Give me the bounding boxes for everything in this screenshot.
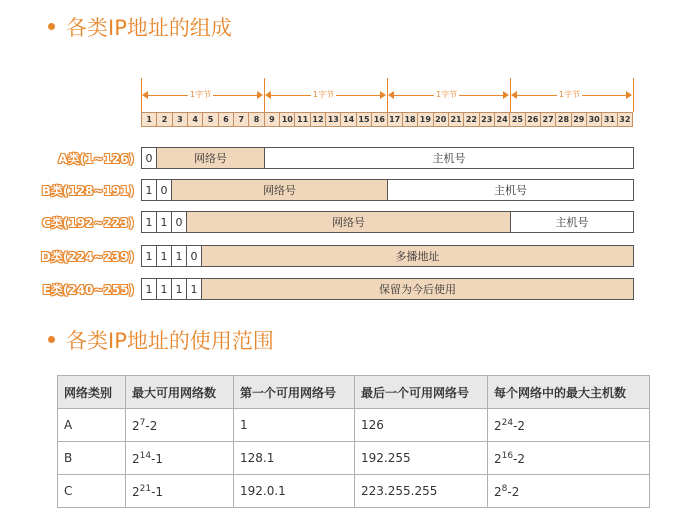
bit-cell: 1 bbox=[142, 279, 157, 299]
first-network-cell: 128.1 bbox=[234, 442, 355, 475]
last-network-cell: 223.255.255 bbox=[355, 475, 488, 508]
power-base: 2 bbox=[132, 484, 140, 499]
class-cell: C bbox=[58, 475, 126, 508]
network-field: 网络号 bbox=[172, 180, 388, 200]
bit-cell: 5 bbox=[203, 113, 218, 126]
power-exponent: 16 bbox=[501, 450, 514, 461]
power-base: 2 bbox=[132, 418, 140, 433]
arrow-right-icon bbox=[257, 91, 263, 99]
power-exponent: 24 bbox=[501, 417, 514, 428]
bullet-dot-icon bbox=[48, 23, 55, 30]
section-title-text: 各类IP地址的组成 bbox=[66, 16, 232, 40]
bit-cell: 27 bbox=[541, 113, 556, 126]
arrow-right-icon bbox=[626, 91, 632, 99]
bit-cell: 26 bbox=[526, 113, 541, 126]
bit-cell: 23 bbox=[480, 113, 495, 126]
bit-cell: 11 bbox=[295, 113, 310, 126]
power-tail: -2 bbox=[513, 418, 526, 433]
table-header-row bbox=[58, 376, 650, 409]
bit-cell: 14 bbox=[341, 113, 356, 126]
bit-cell: 1 bbox=[157, 212, 172, 232]
power-tail: -1 bbox=[151, 484, 164, 499]
power-tail: -2 bbox=[145, 418, 158, 433]
bit-cell: 13 bbox=[326, 113, 341, 126]
class-e-label: E类(240~255) bbox=[42, 283, 134, 297]
bit-cell: 1 bbox=[142, 113, 157, 126]
last-network-cell: 192.255 bbox=[355, 442, 488, 475]
bit-cell: 19 bbox=[418, 113, 433, 126]
bit-cell: 1 bbox=[157, 279, 172, 299]
bit-number-row bbox=[141, 112, 633, 127]
arrow-right-icon bbox=[503, 91, 509, 99]
bit-cell: 30 bbox=[587, 113, 602, 126]
class-b-label: B类(128~191) bbox=[41, 184, 134, 198]
bit-cell: 15 bbox=[357, 113, 372, 126]
host-field: 主机号 bbox=[388, 180, 633, 200]
bit-cell: 2 bbox=[157, 113, 172, 126]
bit-cell: 28 bbox=[556, 113, 571, 126]
bit-cell: 1 bbox=[187, 279, 202, 299]
table-row bbox=[58, 475, 650, 508]
bit-cell: 0 bbox=[187, 246, 202, 266]
bullet-dot-icon bbox=[48, 336, 55, 343]
max-hosts-cell bbox=[488, 475, 650, 508]
bit-cell: 1 bbox=[157, 246, 172, 266]
class-d-row bbox=[141, 245, 634, 267]
bit-cell: 32 bbox=[619, 115, 631, 124]
column-header: 网络类别 bbox=[58, 376, 126, 409]
bit-cell: 29 bbox=[572, 113, 587, 126]
power-base: 2 bbox=[494, 418, 502, 433]
class-b-row bbox=[141, 179, 634, 201]
bit-cell: 1 bbox=[142, 246, 157, 266]
power-base: 2 bbox=[494, 484, 502, 499]
first-network-cell: 192.0.1 bbox=[234, 475, 355, 508]
ip-range-table bbox=[57, 375, 650, 508]
bit-cell: 3 bbox=[173, 113, 188, 126]
power-tail: -1 bbox=[151, 451, 164, 466]
bit-cell: 31 bbox=[602, 113, 617, 126]
byte-label: 1字节 bbox=[559, 90, 581, 99]
byte-label: 1字节 bbox=[436, 90, 458, 99]
host-field: 主机号 bbox=[511, 212, 633, 232]
power-base: 2 bbox=[494, 451, 502, 466]
bit-cell: 20 bbox=[434, 113, 449, 126]
column-header: 第一个可用网络号 bbox=[234, 376, 355, 409]
table-row bbox=[58, 409, 650, 442]
class-c-label: C类(192~223) bbox=[42, 216, 134, 230]
last-network-cell: 126 bbox=[355, 409, 488, 442]
bit-cell: 24 bbox=[495, 113, 510, 126]
power-tail: -2 bbox=[507, 484, 520, 499]
bit-cell: 7 bbox=[234, 113, 249, 126]
network-field: 网络号 bbox=[187, 212, 511, 232]
section-title-ranges bbox=[48, 325, 274, 355]
bit-cell: 16 bbox=[372, 113, 387, 126]
power-exponent: 7 bbox=[139, 417, 146, 428]
class-a-label: A类(1~126) bbox=[58, 152, 134, 166]
bit-cell: 8 bbox=[249, 113, 264, 126]
bit-cell: 1 bbox=[142, 180, 157, 200]
section-title-composition bbox=[48, 12, 232, 42]
bit-cell: 0 bbox=[172, 212, 187, 232]
table-row bbox=[58, 442, 650, 475]
bit-cell: 17 bbox=[388, 113, 403, 126]
class-cell: B bbox=[58, 442, 126, 475]
arrow-right-icon bbox=[380, 91, 386, 99]
max-hosts-cell bbox=[488, 409, 650, 442]
bit-cell: 0 bbox=[157, 180, 172, 200]
reserved-field: 保留为今后使用 bbox=[202, 279, 633, 299]
ruler-divider bbox=[633, 78, 634, 112]
power-exponent: 21 bbox=[139, 483, 152, 494]
network-field: 网络号 bbox=[157, 148, 265, 168]
column-header: 最后一个可用网络号 bbox=[355, 376, 488, 409]
section-title-text: 各类IP地址的使用范围 bbox=[66, 329, 274, 353]
max-networks-cell bbox=[126, 442, 234, 475]
bit-cell: 22 bbox=[464, 113, 479, 126]
power-exponent: 14 bbox=[139, 450, 152, 461]
bit-cell: 10 bbox=[280, 113, 295, 126]
bit-cell: 0 bbox=[142, 148, 157, 168]
class-d-label: D类(224~239) bbox=[40, 250, 134, 264]
class-e-row bbox=[141, 278, 634, 300]
host-field: 主机号 bbox=[265, 148, 633, 168]
class-a-row bbox=[141, 147, 634, 169]
bit-cell: 18 bbox=[403, 113, 418, 126]
first-network-cell: 1 bbox=[234, 409, 355, 442]
bit-cell: 21 bbox=[449, 113, 464, 126]
power-exponent: 8 bbox=[501, 483, 508, 494]
column-header: 最大可用网络数 bbox=[126, 376, 234, 409]
max-hosts-cell bbox=[488, 442, 650, 475]
bit-cell: 1 bbox=[142, 212, 157, 232]
multicast-field: 多播地址 bbox=[202, 246, 633, 266]
byte-label: 1字节 bbox=[190, 90, 212, 99]
max-networks-cell bbox=[126, 475, 234, 508]
byte-label: 1字节 bbox=[313, 90, 335, 99]
bit-cell: 25 bbox=[510, 113, 525, 126]
column-header: 每个网络中的最大主机数 bbox=[488, 376, 650, 409]
bit-cell: 1 bbox=[172, 279, 187, 299]
bit-cell: 6 bbox=[219, 113, 234, 126]
bit-cell: 1 bbox=[172, 246, 187, 266]
bit-cell: 9 bbox=[265, 113, 280, 126]
power-base: 2 bbox=[132, 451, 140, 466]
power-tail: -2 bbox=[513, 451, 526, 466]
bit-cell: 12 bbox=[311, 113, 326, 126]
max-networks-cell bbox=[126, 409, 234, 442]
class-c-row bbox=[141, 211, 634, 233]
class-cell: A bbox=[58, 409, 126, 442]
bit-cell: 4 bbox=[188, 113, 203, 126]
